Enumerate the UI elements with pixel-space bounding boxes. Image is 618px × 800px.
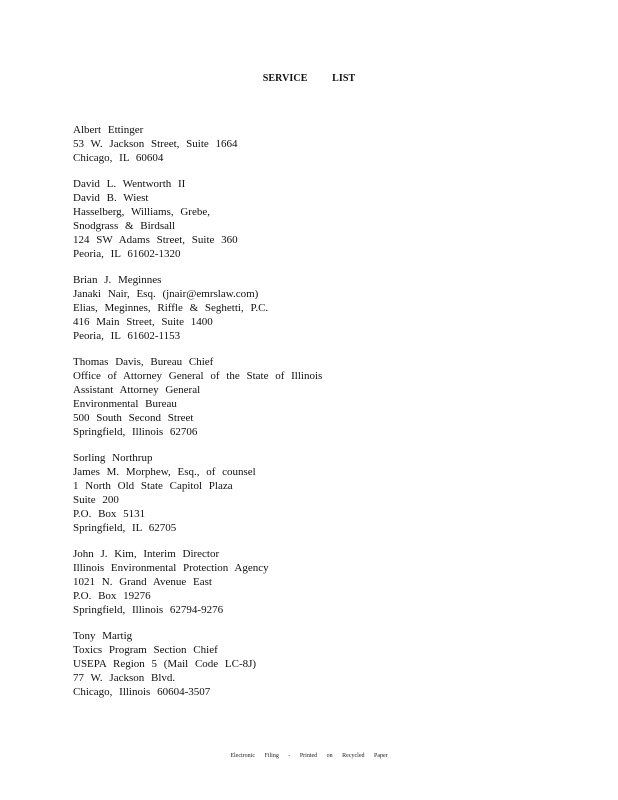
- address-line: Toxics Program Section Chief: [73, 644, 218, 656]
- page-footer: Electronic Filing - Printed on Recycled Paper: [230, 753, 388, 759]
- address-line: Tony Martig: [73, 630, 133, 642]
- service-entry-davis: [73, 355, 553, 439]
- address-line: Springfield, Illinois 62794-9276: [73, 604, 224, 616]
- service-entry-ettinger: [73, 123, 553, 165]
- service-list: [73, 123, 553, 711]
- address-line: USEPA Region 5 (Mail Code LC-8J): [73, 658, 257, 670]
- address-line: John J. Kim, Interim Director: [73, 548, 220, 560]
- service-entry-kim: [73, 547, 553, 617]
- address-line: Office of Attorney General of the State of Illinois: [73, 370, 323, 382]
- address-line: Environmental Bureau: [73, 398, 177, 410]
- address-line: 416 Main Street, Suite 1400: [73, 316, 213, 328]
- address-line: 1 North Old State Capitol Plaza: [73, 480, 233, 492]
- address-line: Chicago, IL 60604: [73, 152, 164, 164]
- address-line: 500 South Second Street: [73, 412, 194, 424]
- address-line: Thomas Davis, Bureau Chief: [73, 356, 214, 368]
- address-line: Albert Ettinger: [73, 124, 144, 136]
- address-line: 53 W. Jackson Street, Suite 1664: [73, 138, 238, 150]
- address-line: Brian J. Meginnes: [73, 274, 162, 286]
- address-line: 1021 N. Grand Avenue East: [73, 576, 212, 588]
- address-line: Janaki Nair, Esq. (jnair@emrslaw.com): [73, 288, 259, 300]
- address-line: 124 SW Adams Street, Suite 360: [73, 234, 238, 246]
- address-line: Illinois Environmental Protection Agency: [73, 562, 269, 574]
- service-entry-meginnes: [73, 273, 553, 343]
- address-line: Chicago, Illinois 60604-3507: [73, 686, 211, 698]
- address-line: Sorling Northrup: [73, 452, 153, 464]
- page-title: SERVICE LIST: [262, 73, 356, 84]
- address-line: Springfield, IL 62705: [73, 522, 177, 534]
- address-line: Snodgrass & Birdsall: [73, 220, 176, 232]
- address-line: 77 W. Jackson Blvd.: [73, 672, 176, 684]
- address-line: David B. Wiest: [73, 192, 149, 204]
- service-entry-martig: [73, 629, 553, 699]
- address-line: P.O. Box 5131: [73, 508, 146, 520]
- address-line: James M. Morphew, Esq., of counsel: [73, 466, 256, 478]
- address-line: Hasselberg, Williams, Grebe,: [73, 206, 210, 218]
- address-line: David L. Wentworth II: [73, 178, 186, 190]
- service-entry-wentworth: [73, 177, 553, 261]
- address-line: Peoria, IL 61602-1153: [73, 330, 181, 342]
- address-line: Elias, Meginnes, Riffle & Seghetti, P.C.: [73, 302, 269, 314]
- address-line: Suite 200: [73, 494, 119, 506]
- service-entry-sorling: [73, 451, 553, 535]
- address-line: Assistant Attorney General: [73, 384, 201, 396]
- address-line: P.O. Box 19276: [73, 590, 151, 602]
- address-line: Springfield, Illinois 62706: [73, 426, 198, 438]
- address-line: Peoria, IL 61602-1320: [73, 248, 181, 260]
